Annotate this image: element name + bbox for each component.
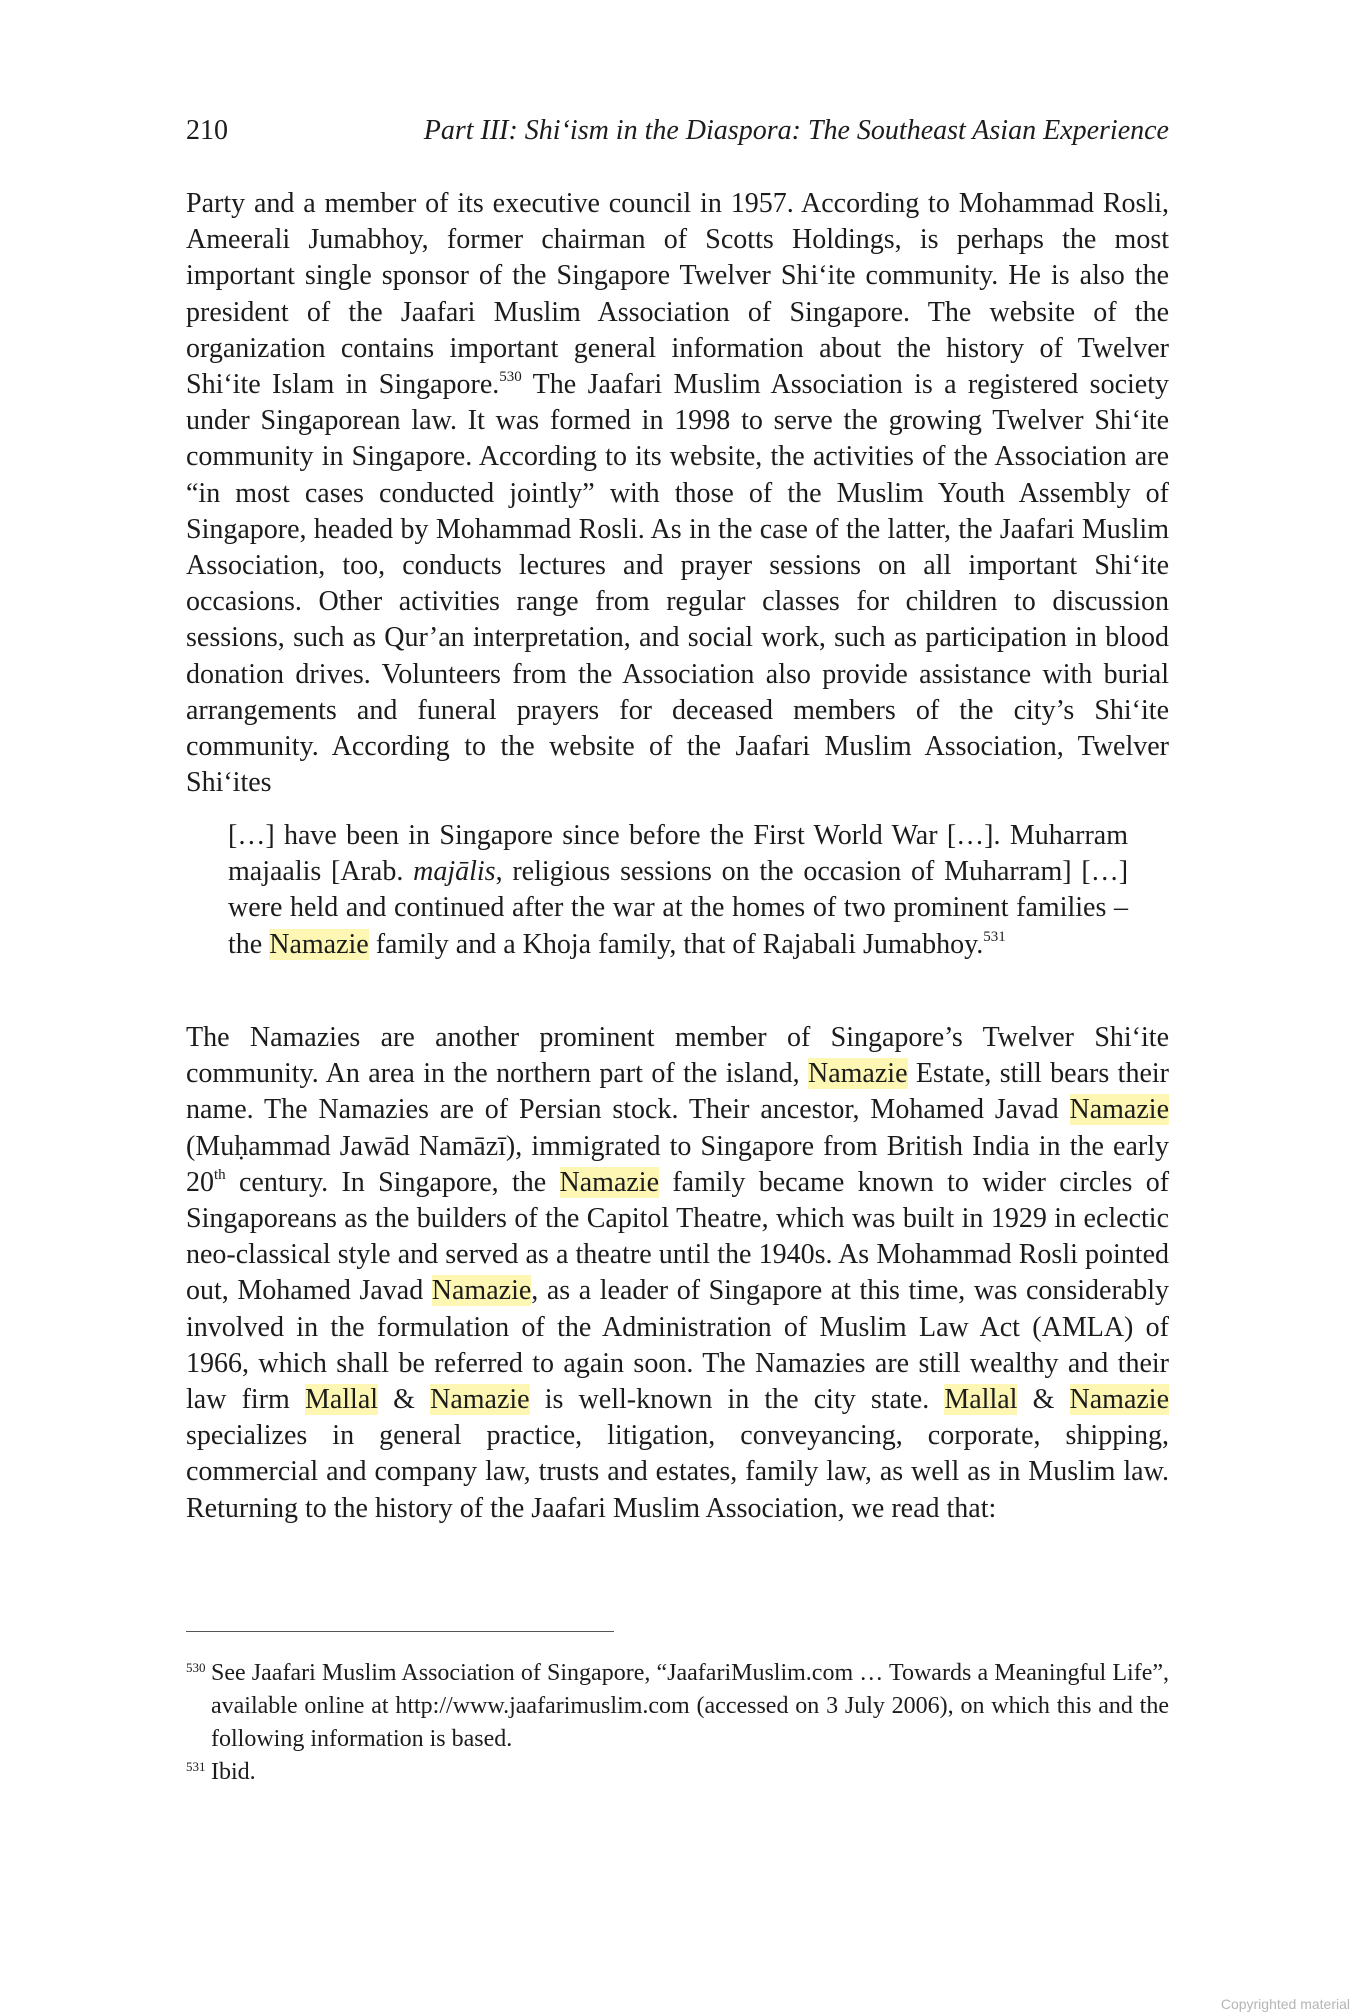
running-head: [186, 113, 1169, 149]
quote-text: […] have been in Singapore since before the First World War […]. Muharram majaalis [Arab.: [228, 820, 1128, 888]
highlighted-term[interactable]: Namazie: [430, 1384, 530, 1416]
paragraph-text: The Jaafari Muslim Association is a registered society under Singaporean law. It was formed in 1998 to serve the growing Twelver Shi‘ite community in Singapore. According to its website, the activities of the Association are “in most cases conducted jointly” with those of the Muslim Youth Assembly of Singapore, headed by Mohammad Rosli. As in the case of the latter, the Jaafari Muslim Association, too, conducts lectures and prayer sessions on all important Shi‘ite occasions. Other activities range from regular classes for children to discussion sessions, such as Qur’an interpretation, and social work, such as participation in blood donation drives. Volunteers from the Association also provide assistance with burial arrangements and funeral prayers for deceased members of the city’s Shi‘ite community. According to the website of the Jaafari Muslim Association, Twelver Shi‘ites: [186, 369, 1169, 799]
highlighted-term[interactable]: Mallal: [944, 1384, 1018, 1416]
paragraph-text: The Namazies are another prominent member of Singapore’s Twelver Shi‘ite community. An area in the northern part of the island,: [186, 1022, 1169, 1090]
paragraph-text: , as a leader of Singapore at this time, was considerably involved in the formulation of the Administration of Muslim Law Act (AMLA) of 1966, which shall be referred to again soon. The Namazies are still wealthy and their law firm: [186, 1275, 1170, 1416]
block-quote: [228, 818, 1128, 963]
footnote-text: Ibid.: [211, 1759, 256, 1785]
highlighted-term[interactable]: Namazie: [431, 1275, 532, 1307]
body-paragraph-1: [186, 186, 1169, 801]
body-paragraph-2: [186, 1020, 1169, 1527]
footnote-530: [186, 1657, 1169, 1756]
paragraph-text: (Muḥammad Jawād Namāzī), immigrated to Singapore from British India in the early 20: [186, 1130, 1169, 1198]
quote-text: family and a Khoja family, that of Rajabali Jumabhoy.: [368, 928, 984, 960]
paragraph-text: family became known to wider circles of Singaporeans as the builders of the Capitol Theatre, which was built in 1929 in eclectic neo-classical style and served as a theatre until the 1940s. As Mohammad Rosli pointed out, Mohamed Javad: [186, 1166, 1170, 1307]
highlighted-term[interactable]: Namazie: [808, 1058, 908, 1090]
italic-term: majālis: [413, 856, 496, 888]
footnote-number: 531: [186, 1759, 206, 1774]
footnote-ref-531[interactable]: 531: [983, 928, 1006, 945]
highlighted-term[interactable]: Namazie: [269, 928, 369, 960]
highlighted-term[interactable]: Mallal: [304, 1384, 379, 1416]
footnote-text: See Jaafari Muslim Association of Singapore, “JaafariMuslim.com … Towards a Meaningful Life”, available online at http://www.jaafarimuslim.com (accessed on 3 July 2006), on which this and the following information is based.: [211, 1660, 1169, 1752]
paragraph-text: Estate, still bears their name. The Namazies are of Persian stock. Their ancestor, Mohamed Javad: [186, 1058, 1169, 1126]
paragraph-text: &: [378, 1384, 431, 1416]
footnote-divider: [186, 1631, 614, 1632]
paragraph-text: century. In Singapore, the: [225, 1166, 560, 1198]
paragraph-text: Party and a member of its executive council in 1957. According to Mohammad Rosli, Ameerali Jumabhoy, former chairman of Scotts Holdings, is perhaps the most important single sponsor of the Singapore Twelver Shi‘ite community. He is also the president of the Jaafari Muslim Association of Singapore. The website of the organization contains important general information about the history of Twelver Shi‘ite Islam in Singapore.: [186, 188, 1169, 401]
footnote-ref-530[interactable]: 530: [499, 369, 522, 386]
copyright-watermark: Copyrighted material: [1220, 1996, 1350, 2012]
page-number: 210: [186, 115, 228, 146]
paragraph-text: &: [1017, 1384, 1070, 1416]
footnote-531: [186, 1756, 1169, 1789]
quote-text: , religious sessions on the occasion of Muharram] […] were held and continued after the war at the homes of two prominent families – the: [228, 856, 1129, 960]
highlighted-term[interactable]: Namazie: [1069, 1094, 1169, 1126]
paragraph-text: is well-known in the city state.: [529, 1384, 945, 1416]
paragraph-text: specializes in general practice, litigation, conveyancing, corporate, shipping, commercial and company law, trusts and estates, family law, as well as in Muslim law. Returning to the history of the Jaafari Muslim Association, we read that:: [186, 1420, 1169, 1524]
highlighted-term[interactable]: Namazie: [1069, 1384, 1170, 1416]
footnotes: [186, 1657, 1169, 1789]
running-title: Part III: Shi‘ism in the Diaspora: The Southeast Asian Experience: [423, 115, 1169, 146]
highlighted-term[interactable]: Namazie: [559, 1166, 660, 1198]
ordinal-suffix: th: [214, 1166, 226, 1183]
footnote-number: 530: [186, 1660, 206, 1675]
